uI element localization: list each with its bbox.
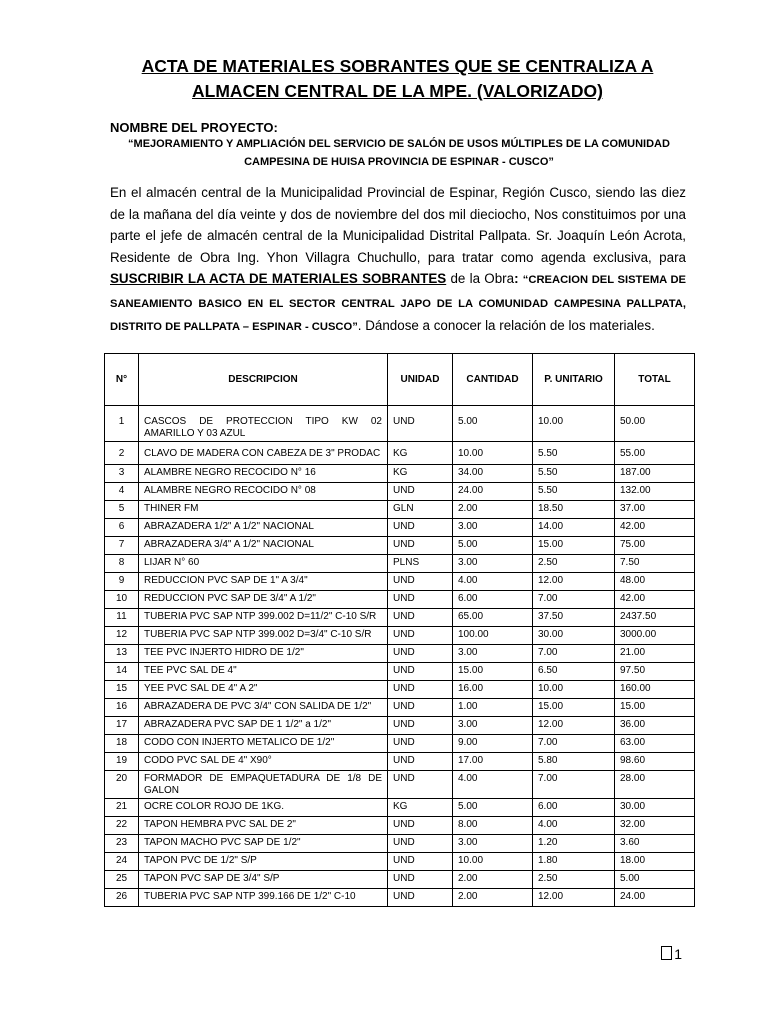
cell-unitario: 12.00 (533, 717, 615, 735)
table-row (105, 465, 695, 483)
table-row (105, 645, 695, 663)
cell-unitario: 18.50 (533, 501, 615, 519)
cell-unidad: UND (388, 853, 453, 871)
intro-text-1: En el almacén central de la Municipalidad Provincial de Espinar, Región Cusco, siendo las diez de la mañana del día veinte y dos de noviembre del dos mil dieciocho, Nos constituimos por una parte el jefe de almacén central de la Municipalidad Distrital Pallpata. Sr. Joaquín León Acrota, Residente de Obra Ing. Yhon Villagra Chuchullo, para tratar como agenda exclusiva, para (110, 185, 686, 265)
intro-text-2: de la Obra (446, 271, 515, 286)
cell-total: 18.00 (615, 853, 695, 871)
cell-description: TUBERIA PVC SAP NTP 399.002 D=3/4" C-10 S/R (139, 627, 388, 645)
cell-description: TAPON PVC SAP DE 3/4" S/P (139, 871, 388, 889)
table-row (105, 609, 695, 627)
cell-n: 20 (105, 771, 139, 799)
project-label: NOMBRE DEL PROYECTO: (110, 120, 278, 135)
cell-total: 50.00 (615, 406, 695, 442)
header-cantidad: CANTIDAD (453, 354, 533, 406)
title-line-2: ALMACEN CENTRAL DE LA MPE. (VALORIZADO) (192, 81, 603, 101)
cell-description: ABRAZADERA DE PVC 3/4" CON SALIDA DE 1/2" (139, 699, 388, 717)
cell-cantidad: 5.00 (453, 799, 533, 817)
table-row (105, 555, 695, 573)
cell-unidad: UND (388, 573, 453, 591)
cell-unidad: GLN (388, 501, 453, 519)
cell-unitario: 5.80 (533, 753, 615, 771)
cell-unitario: 7.00 (533, 591, 615, 609)
table-row (105, 753, 695, 771)
header-total: TOTAL (615, 354, 695, 406)
table-row (105, 717, 695, 735)
table-row (105, 835, 695, 853)
cell-cantidad: 100.00 (453, 627, 533, 645)
cell-description: REDUCCION PVC SAP DE 1" A 3/4" (139, 573, 388, 591)
cell-unidad: UND (388, 537, 453, 555)
cell-total: 30.00 (615, 799, 695, 817)
cell-total: 42.00 (615, 519, 695, 537)
table-row (105, 889, 695, 907)
cell-cantidad: 10.00 (453, 442, 533, 465)
cell-unidad: UND (388, 591, 453, 609)
table-row (105, 799, 695, 817)
table-row (105, 681, 695, 699)
table-row (105, 573, 695, 591)
cell-unidad: UND (388, 835, 453, 853)
cell-n: 13 (105, 645, 139, 663)
cell-unidad: UND (388, 717, 453, 735)
cell-n: 7 (105, 537, 139, 555)
table-row (105, 591, 695, 609)
cell-unidad: UND (388, 817, 453, 835)
cell-unitario: 10.00 (533, 406, 615, 442)
cell-description: CLAVO DE MADERA CON CABEZA DE 3" PRODAC (139, 442, 388, 465)
cell-unitario: 5.50 (533, 442, 615, 465)
header-n: N° (105, 354, 139, 406)
cell-unitario: 1.20 (533, 835, 615, 853)
table-row (105, 735, 695, 753)
cell-n: 17 (105, 717, 139, 735)
cell-n: 4 (105, 483, 139, 501)
title-line-1: ACTA DE MATERIALES SOBRANTES QUE SE CENTRALIZA A (141, 56, 654, 76)
cell-n: 5 (105, 501, 139, 519)
cell-total: 187.00 (615, 465, 695, 483)
table-row (105, 771, 695, 799)
cell-n: 19 (105, 753, 139, 771)
cell-total: 97.50 (615, 663, 695, 681)
cell-description: TUBERIA PVC SAP NTP 399.166 DE 1/2" C-10 (139, 889, 388, 907)
cell-description: TEE PVC SAL DE 4" (139, 663, 388, 681)
cell-n: 12 (105, 627, 139, 645)
cell-cantidad: 3.00 (453, 835, 533, 853)
cell-n: 6 (105, 519, 139, 537)
cell-description: TEE PVC INJERTO HIDRO DE 1/2" (139, 645, 388, 663)
cell-cantidad: 3.00 (453, 519, 533, 537)
cell-unidad: UND (388, 663, 453, 681)
cell-cantidad: 16.00 (453, 681, 533, 699)
cell-n: 24 (105, 853, 139, 871)
cell-n: 2 (105, 442, 139, 465)
cell-n: 22 (105, 817, 139, 835)
header-descripcion: DESCRIPCION (139, 354, 388, 406)
cell-unitario: 7.00 (533, 771, 615, 799)
header-unidad: UNIDAD (388, 354, 453, 406)
page-number-box-glyph (661, 946, 672, 960)
cell-unidad: UND (388, 699, 453, 717)
cell-total: 15.00 (615, 699, 695, 717)
cell-total: 28.00 (615, 771, 695, 799)
cell-total: 37.00 (615, 501, 695, 519)
table-row (105, 627, 695, 645)
cell-unidad: KG (388, 465, 453, 483)
cell-total: 75.00 (615, 537, 695, 555)
cell-description: TAPON HEMBRA PVC SAL DE 2" (139, 817, 388, 835)
cell-unitario: 15.00 (533, 699, 615, 717)
cell-cantidad: 17.00 (453, 753, 533, 771)
obra-name: “CREACION DEL SISTEMA DE SANEAMIENTO BASICO EN EL SECTOR CENTRAL JAPO DE LA COMUNIDAD CAMPESINA PALLPATA, DISTRITO DE PALLPATA – ESPINAR - CUSCO” (110, 274, 687, 333)
cell-unitario: 7.00 (533, 735, 615, 753)
cell-unidad: UND (388, 753, 453, 771)
cell-unitario: 2.50 (533, 555, 615, 573)
cell-unidad: UND (388, 609, 453, 627)
cell-unidad: UND (388, 771, 453, 799)
cell-n: 11 (105, 609, 139, 627)
cell-description: FORMADOR DE EMPAQUETADURA DE 1/8 DE GALON (139, 771, 388, 799)
table-row (105, 871, 695, 889)
cell-unidad: KG (388, 442, 453, 465)
cell-cantidad: 2.00 (453, 871, 533, 889)
table-row (105, 483, 695, 501)
cell-unitario: 14.00 (533, 519, 615, 537)
cell-n: 16 (105, 699, 139, 717)
table-row (105, 853, 695, 871)
cell-description: ABRAZADERA 3/4" A 1/2" NACIONAL (139, 537, 388, 555)
cell-n: 23 (105, 835, 139, 853)
cell-cantidad: 6.00 (453, 591, 533, 609)
cell-unitario: 1.80 (533, 853, 615, 871)
cell-cantidad: 2.00 (453, 889, 533, 907)
cell-description: TAPON PVC DE 1/2" S/P (139, 853, 388, 871)
cell-description: THINER FM (139, 501, 388, 519)
cell-n: 14 (105, 663, 139, 681)
cell-cantidad: 3.00 (453, 645, 533, 663)
cell-n: 15 (105, 681, 139, 699)
cell-unitario: 10.00 (533, 681, 615, 699)
cell-unidad: UND (388, 406, 453, 442)
cell-n: 10 (105, 591, 139, 609)
cell-n: 3 (105, 465, 139, 483)
materials-table (104, 353, 695, 907)
cell-n: 26 (105, 889, 139, 907)
cell-total: 55.00 (615, 442, 695, 465)
cell-total: 21.00 (615, 645, 695, 663)
table-row (105, 699, 695, 717)
cell-total: 5.00 (615, 871, 695, 889)
cell-total: 48.00 (615, 573, 695, 591)
cell-unidad: UND (388, 735, 453, 753)
cell-unidad: UND (388, 483, 453, 501)
cell-unitario: 15.00 (533, 537, 615, 555)
cell-cantidad: 24.00 (453, 483, 533, 501)
cell-description: ALAMBRE NEGRO RECOCIDO N° 08 (139, 483, 388, 501)
table-header-row (105, 354, 695, 406)
table-row (105, 663, 695, 681)
cell-unidad: UND (388, 681, 453, 699)
cell-unitario: 7.00 (533, 645, 615, 663)
cell-cantidad: 65.00 (453, 609, 533, 627)
cell-cantidad: 34.00 (453, 465, 533, 483)
cell-total: 160.00 (615, 681, 695, 699)
intro-text-3: . Dándose a conocer la relación de los materiales. (357, 318, 655, 333)
cell-description: YEE PVC SAL DE 4" A 2" (139, 681, 388, 699)
cell-unitario: 2.50 (533, 871, 615, 889)
cell-description: REDUCCION PVC SAP DE 3/4" A 1/2" (139, 591, 388, 609)
cell-unidad: KG (388, 799, 453, 817)
table-row (105, 442, 695, 465)
cell-description: OCRE COLOR ROJO DE 1KG. (139, 799, 388, 817)
table-row (105, 519, 695, 537)
cell-unitario: 30.00 (533, 627, 615, 645)
intro-paragraph (110, 182, 686, 339)
cell-unitario: 5.50 (533, 465, 615, 483)
cell-unitario: 4.00 (533, 817, 615, 835)
cell-description: CODO CON INJERTO METALICO DE 1/2" (139, 735, 388, 753)
cell-unidad: UND (388, 645, 453, 663)
cell-description: CASCOS DE PROTECCION TIPO KW 02 AMARILLO Y 03 AZUL (139, 406, 388, 442)
cell-total: 36.00 (615, 717, 695, 735)
cell-cantidad: 1.00 (453, 699, 533, 717)
cell-unidad: UND (388, 627, 453, 645)
intro-colon: : (514, 271, 519, 286)
cell-unidad: PLNS (388, 555, 453, 573)
cell-unidad: UND (388, 889, 453, 907)
cell-cantidad: 3.00 (453, 555, 533, 573)
table-row (105, 406, 695, 442)
cell-unitario: 12.00 (533, 573, 615, 591)
project-name: “MEJORAMIENTO Y AMPLIACIÓN DEL SERVICIO DE SALÓN DE USOS MÚLTIPLES DE LA COMUNIDAD CAMPESINA DE HUISA PROVINCIA DE ESPINAR - CUSCO” (128, 138, 670, 168)
cell-n: 25 (105, 871, 139, 889)
page-number (661, 946, 682, 962)
intro-emphasis: SUSCRIBIR LA ACTA DE MATERIALES SOBRANTES (110, 271, 447, 286)
cell-total: 98.60 (615, 753, 695, 771)
cell-n: 21 (105, 799, 139, 817)
cell-total: 42.00 (615, 591, 695, 609)
cell-n: 18 (105, 735, 139, 753)
table-row (105, 501, 695, 519)
cell-cantidad: 5.00 (453, 537, 533, 555)
cell-unitario: 6.00 (533, 799, 615, 817)
cell-unidad: UND (388, 871, 453, 889)
cell-total: 3.60 (615, 835, 695, 853)
cell-description: ABRAZADERA PVC SAP DE 1 1/2" a 1/2" (139, 717, 388, 735)
cell-description: ALAMBRE NEGRO RECOCIDO N° 16 (139, 465, 388, 483)
cell-total: 7.50 (615, 555, 695, 573)
cell-description: LIJAR N° 60 (139, 555, 388, 573)
table-row (105, 537, 695, 555)
page-number-value: 1 (674, 946, 682, 962)
cell-unitario: 5.50 (533, 483, 615, 501)
table-body (105, 406, 695, 907)
cell-n: 9 (105, 573, 139, 591)
cell-cantidad: 4.00 (453, 771, 533, 799)
cell-cantidad: 5.00 (453, 406, 533, 442)
cell-cantidad: 10.00 (453, 853, 533, 871)
cell-cantidad: 2.00 (453, 501, 533, 519)
cell-total: 2437.50 (615, 609, 695, 627)
cell-unidad: UND (388, 519, 453, 537)
cell-cantidad: 15.00 (453, 663, 533, 681)
cell-total: 3000.00 (615, 627, 695, 645)
cell-description: TAPON MACHO PVC SAP DE 1/2" (139, 835, 388, 853)
header-unitario: P. UNITARIO (533, 354, 615, 406)
table-row (105, 817, 695, 835)
cell-cantidad: 3.00 (453, 717, 533, 735)
cell-cantidad: 8.00 (453, 817, 533, 835)
document-title (100, 54, 695, 104)
cell-unitario: 6.50 (533, 663, 615, 681)
cell-total: 63.00 (615, 735, 695, 753)
cell-unitario: 12.00 (533, 889, 615, 907)
cell-cantidad: 4.00 (453, 573, 533, 591)
cell-description: ABRAZADERA 1/2" A 1/2" NACIONAL (139, 519, 388, 537)
cell-description: CODO PVC SAL DE 4" X90° (139, 753, 388, 771)
cell-cantidad: 9.00 (453, 735, 533, 753)
cell-description: TUBERIA PVC SAP NTP 399.002 D=11/2" C-10 S/R (139, 609, 388, 627)
cell-total: 32.00 (615, 817, 695, 835)
cell-total: 24.00 (615, 889, 695, 907)
cell-unitario: 37.50 (533, 609, 615, 627)
cell-n: 1 (105, 406, 139, 442)
cell-n: 8 (105, 555, 139, 573)
cell-total: 132.00 (615, 483, 695, 501)
